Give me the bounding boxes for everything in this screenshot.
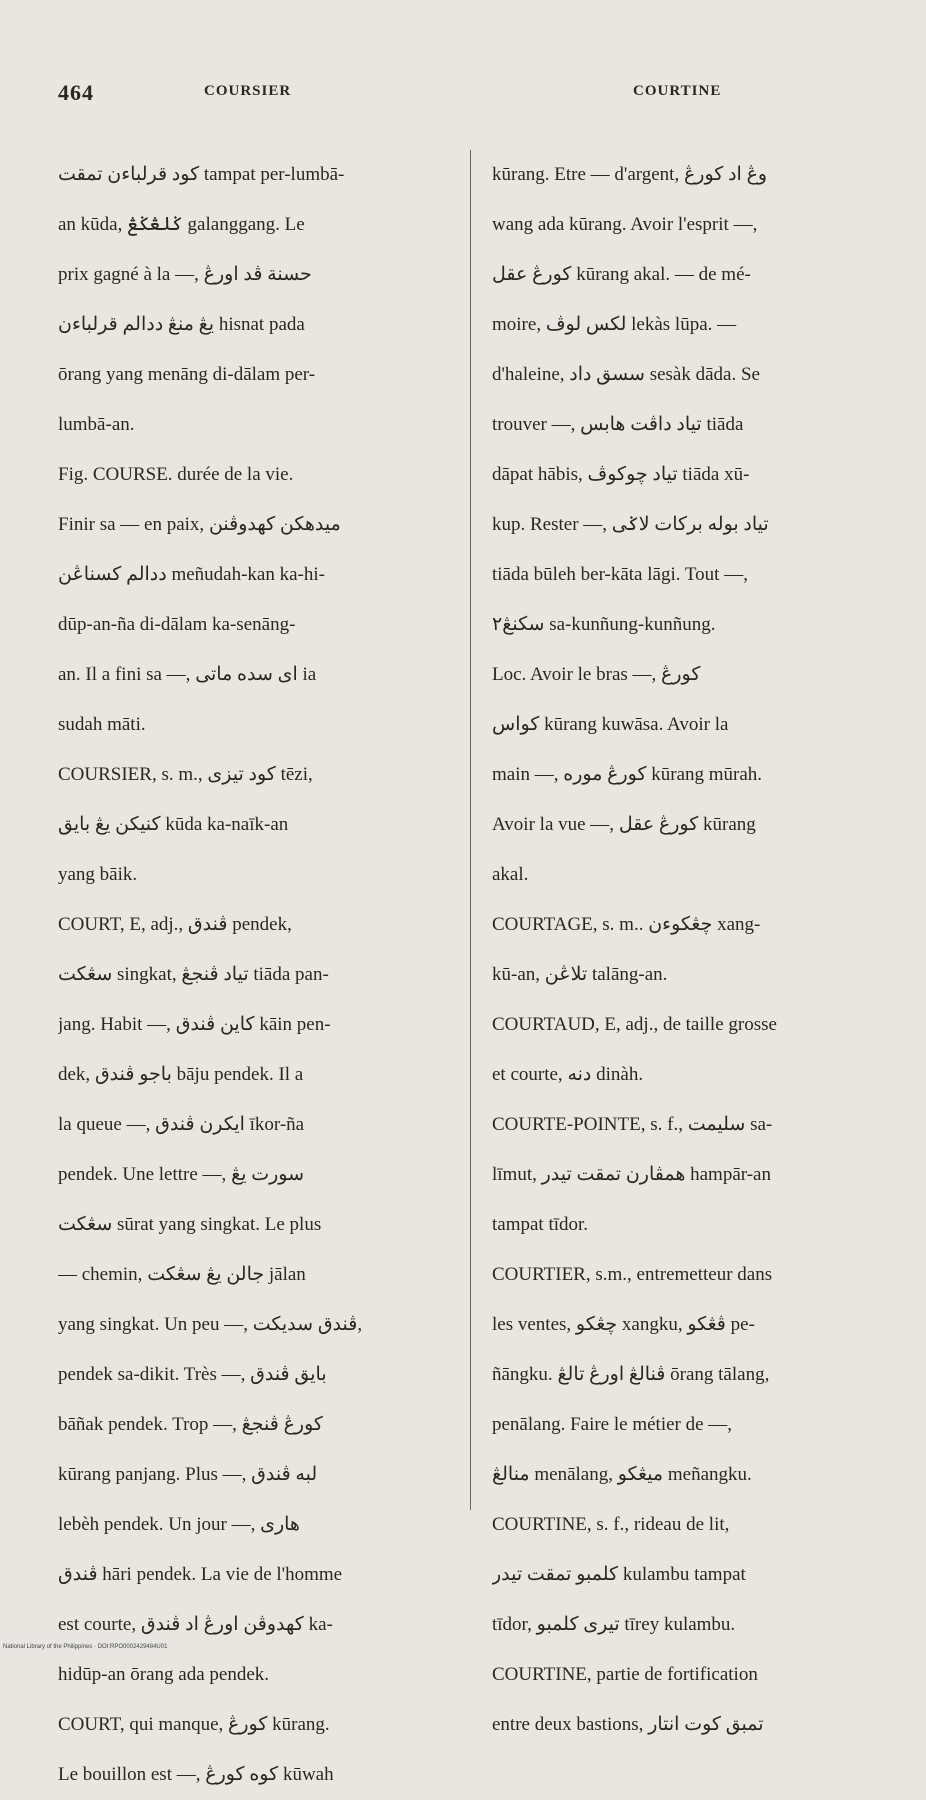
- text-line: et courte, دنه dinàh.: [492, 1064, 644, 1085]
- text-line: سڠكت singkat, تياد ڤنجڠ tiāda pan-: [58, 964, 329, 985]
- text-line: kūrang panjang. Plus —, لبه ڤندق: [58, 1464, 318, 1485]
- text-line: tīdor, تيرى كلمبو tīrey kulambu.: [492, 1614, 736, 1635]
- text-line: kū-an, تلاڠن talāng-an.: [492, 964, 668, 985]
- text-line: akal.: [492, 864, 529, 885]
- text-line: prix gagné à la —, حسنة ڤد اورڠ: [58, 264, 312, 285]
- text-line: COURSIER, s. m., كود تيزى tēzi,: [58, 764, 313, 785]
- text-line: d'haleine, سسق داد sesàk dāda. Se: [492, 364, 760, 385]
- running-head-left: COURSIER: [204, 83, 292, 99]
- text-line: an. Il a fini sa —, اى سده ماتى ia: [58, 664, 317, 685]
- text-line: jang. Habit —, كاين ڤندق kāin pen-: [58, 1014, 331, 1035]
- text-line: lebèh pendek. Un jour —, هارى: [58, 1514, 300, 1535]
- page-header: [0, 80, 926, 110]
- text-line: COURTINE, s. f., rideau de lit,: [492, 1514, 730, 1535]
- text-line: COURTAGE, s. m.. چڠكوءن xang-: [492, 914, 761, 935]
- text-line: la queue —, ايكرن ڤندق īkor-ña: [58, 1114, 305, 1135]
- column-divider: [470, 150, 471, 1510]
- text-line: kup. Rester —, تياد بوله بركات لاݢى: [492, 514, 769, 535]
- text-line: Avoir la vue —, كورڠ عقل kūrang: [492, 814, 756, 835]
- library-footer: National Library of the Philippines · DOI:RPO0002429484U01: [3, 1644, 168, 1650]
- text-line: pendek. Une lettre —, سورت يڠ: [58, 1164, 305, 1185]
- text-line: Le bouillon est —, كوه كورڠ kūwah: [58, 1764, 334, 1785]
- text-line: tiāda būleh ber-kāta lāgi. Tout —,: [492, 564, 748, 585]
- page-number: 464: [58, 80, 94, 105]
- text-line: منالڠ menālang, ميڠكو meñangku.: [492, 1464, 752, 1485]
- text-line: ڤندق hāri pendek. La vie de l'homme: [58, 1564, 343, 1585]
- text-line: كورڠ عقل kūrang akal. — de mé-: [492, 264, 751, 285]
- text-line: pendek sa-dikit. Très —, بايق ڤندق: [58, 1364, 327, 1385]
- text-line: COURTINE, partie de fortification: [492, 1664, 758, 1685]
- running-head-right: COURTINE: [633, 83, 722, 99]
- text-line: كواس kūrang kuwāsa. Avoir la: [492, 714, 729, 735]
- text-line: ōrang yang menāng di-dālam per-: [58, 364, 316, 385]
- text-line: سڠكت sūrat yang singkat. Le plus: [58, 1214, 322, 1235]
- text-line: Loc. Avoir le bras —, كورڠ: [492, 664, 701, 685]
- text-line: yang singkat. Un peu —, ڤندق سديكت,: [58, 1314, 363, 1335]
- text-line: tampat tīdor.: [492, 1214, 589, 1235]
- text-line: moire, لكس لوڤ lekàs lūpa. —: [492, 314, 737, 335]
- text-line: līmut, همڤارن تمقت تيدر hampār-an: [492, 1164, 771, 1185]
- right-column: [492, 150, 892, 1750]
- text-line: hidūp-an ōrang ada pendek.: [58, 1664, 270, 1685]
- text-line: Fig. COURSE. durée de la vie.: [58, 464, 294, 485]
- text-line: كلمبو تمقت تيدر kulambu tampat: [492, 1564, 746, 1585]
- text-line: dāpat hābis, تياد چوكوڤ tiāda xū-: [492, 464, 750, 485]
- left-column: [58, 150, 458, 1800]
- text-line: kūrang. Etre — d'argent, وڠ اد كورڠ: [492, 164, 768, 185]
- text-line: an kūda, ݢلڠݢڠ galanggang. Le: [58, 214, 305, 235]
- text-line: est courte, كهدوڤن اورڠ اد ڤندق ka-: [58, 1614, 333, 1635]
- text-line: main —, كورڠ موره kūrang mūrah.: [492, 764, 763, 785]
- text-line: كود قرلباءن تمقت tampat per-lumbā-: [58, 164, 345, 185]
- text-line: dūp-an-ña di-dālam ka-senāng-: [58, 614, 296, 635]
- text-line: سكنڠ٢ sa-kunñung-kunñung.: [492, 614, 716, 635]
- text-line: sudah māti.: [58, 714, 146, 735]
- text-line: ñāngku. ڤنالڠ اورڠ تالڠ ōrang tālang,: [492, 1364, 770, 1385]
- text-line: COURT, qui manque, كورڠ kūrang.: [58, 1714, 330, 1735]
- text-line: يڠ منڠ ددالم قرلباءن hisnat pada: [58, 314, 305, 335]
- text-line: COURT, E, adj., ڤندق pendek,: [58, 914, 292, 935]
- text-line: COURTE-POINTE, s. f., سليمت sa-: [492, 1114, 773, 1135]
- text-line: Finir sa — en paix, ميدهكن كهدوڤنن: [58, 514, 341, 535]
- text-line: trouver —, تياد داڤت هابس tiāda: [492, 414, 744, 435]
- text-line: les ventes, چڠكو xangku, ڤڠكو pe-: [492, 1314, 755, 1335]
- text-line: bāñak pendek. Trop —, كورڠ ڤنجڠ: [58, 1414, 323, 1435]
- text-line: — chemin, جالن يڠ سڠكت jālan: [58, 1264, 306, 1285]
- text-line: wang ada kūrang. Avoir l'esprit —,: [492, 214, 758, 235]
- text-line: COURTIER, s.m., entremetteur dans: [492, 1264, 773, 1285]
- text-line: dek, باجو ڤندق bāju pendek. Il a: [58, 1064, 304, 1085]
- text-line: lumbā-an.: [58, 414, 135, 435]
- text-line: ددالم كسناڠن meñudah-kan ka-hi-: [58, 564, 325, 585]
- text-line: yang bāik.: [58, 864, 138, 885]
- text-line: penālang. Faire le métier de —,: [492, 1414, 733, 1435]
- text-line: كنيكن يڠ بايق kūda ka-naīk-an: [58, 814, 289, 835]
- text-line: entre deux bastions, تمبق كوت انتار: [492, 1714, 764, 1735]
- text-line: COURTAUD, E, adj., de taille grosse: [492, 1014, 777, 1035]
